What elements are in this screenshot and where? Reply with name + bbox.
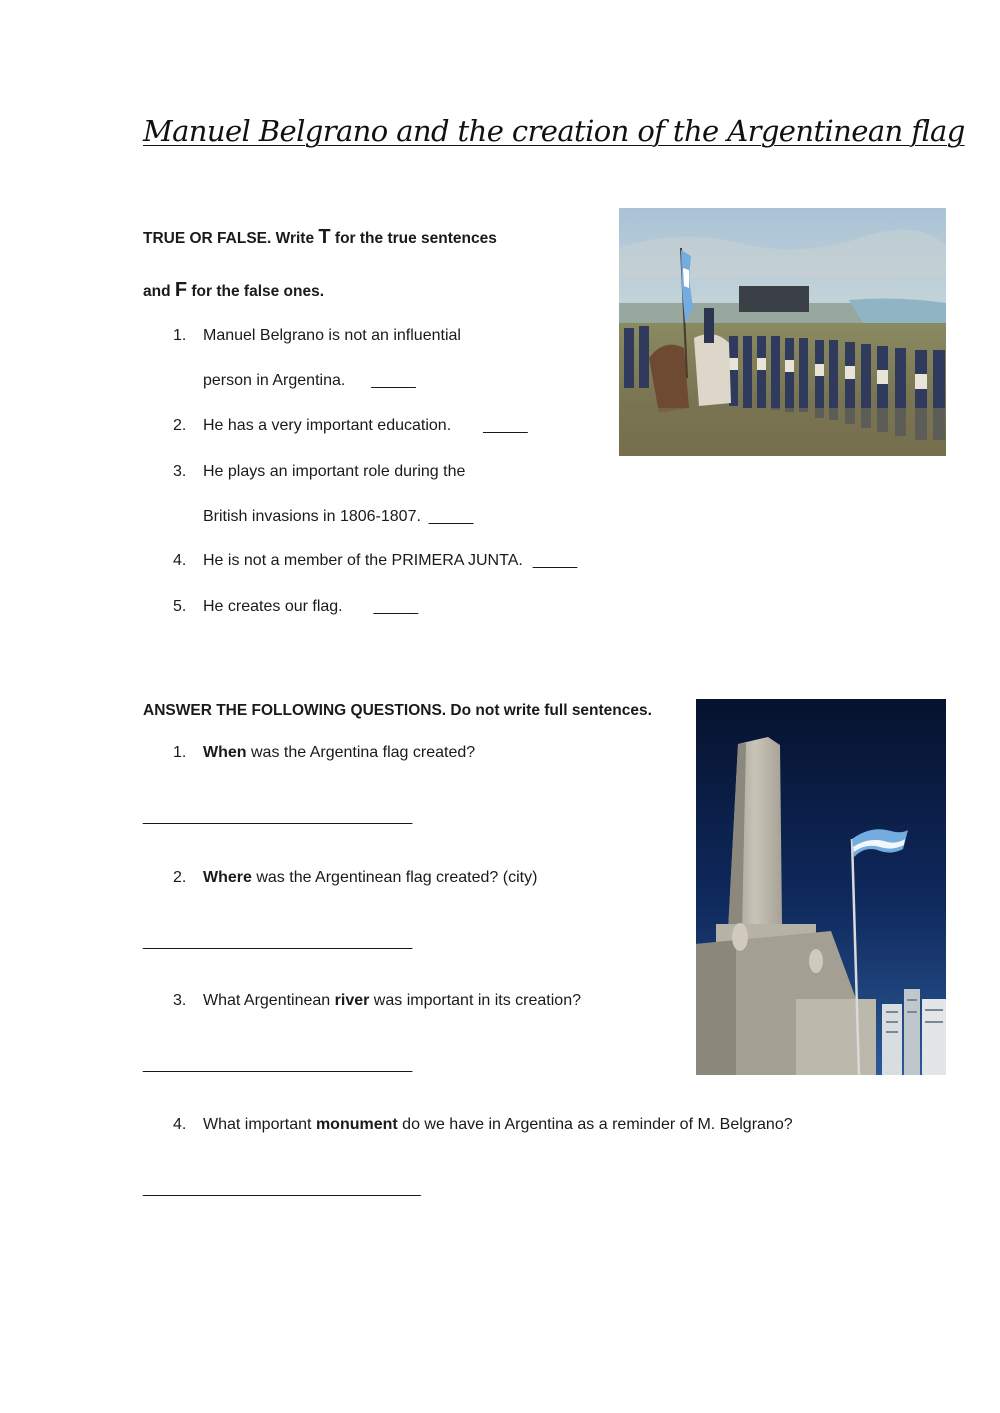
true-false-instructions-line1: TRUE OR FALSE. Write T for the true sentences <box>143 226 497 248</box>
tf-item-4-blank[interactable]: _____ <box>532 552 578 569</box>
tf-item-3-blank[interactable]: _____ <box>428 508 474 525</box>
tf-item-1-blank[interactable]: _____ <box>371 372 416 389</box>
question-2: 2. Where was the Argentinean flag created? (city) <box>173 869 538 886</box>
true-false-instructions-line2: and F for the false ones. <box>143 279 325 301</box>
tf-item-5: 5. He creates our flag. _____ <box>173 598 419 615</box>
answer-line-4[interactable]: _________________________________ <box>143 1180 421 1197</box>
answer-line-1[interactable]: ________________________________ <box>143 808 412 825</box>
page-title: Manuel Belgrano and the creation of the Argentinean flag <box>143 114 965 148</box>
painting-image <box>619 208 946 456</box>
painting-svg <box>619 208 946 456</box>
monument-svg <box>696 699 946 1075</box>
tf-item-1: 1. Manuel Belgrano is not an influential <box>173 327 461 344</box>
tf-item-1-continued: person in Argentina. _____ <box>203 372 416 389</box>
answer-line-2[interactable]: ________________________________ <box>143 933 412 950</box>
answer-line-3[interactable]: ________________________________ <box>143 1056 412 1073</box>
tf-item-3-continued: British invasions in 1806-1807. _____ <box>203 508 474 525</box>
tf-item-4: 4. He is not a member of the PRIMERA JUNTA. _____ <box>173 552 578 569</box>
questions-heading: ANSWER THE FOLLOWING QUESTIONS. Do not write full sentences. <box>143 702 652 719</box>
monument-image <box>696 699 946 1075</box>
question-3: 3. What Argentinean river was important in its creation? <box>173 992 581 1009</box>
tf-item-2-blank[interactable]: _____ <box>483 417 528 434</box>
tf-item-5-blank[interactable]: _____ <box>373 598 419 615</box>
question-4: 4. What important monument do we have in Argentina as a reminder of M. Belgrano? <box>173 1116 793 1133</box>
tf-item-3: 3. He plays an important role during the <box>173 463 466 480</box>
question-1: 1. When was the Argentina flag created? <box>173 744 476 761</box>
tf-item-2: 2. He has a very important education. _____ <box>173 417 528 434</box>
